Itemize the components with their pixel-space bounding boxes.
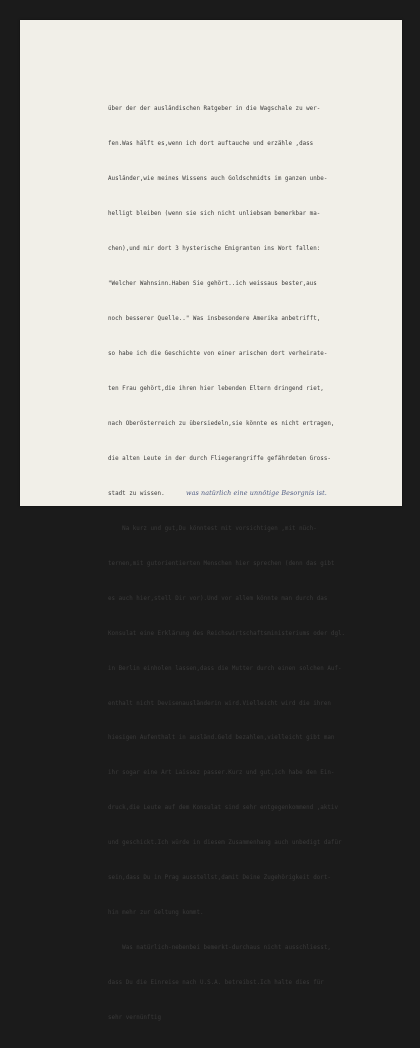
text-line: ternen,mit gutorientierten Menschen hier sprechen (denn das gibt [108,560,335,567]
text-line: in Berlin einholen lassen,dass die Mutter durch einen solchen Auf- [108,665,342,672]
letter-page [20,20,402,1022]
text-line: Was natürlich-nebenbei bemerkt-durchaus nicht ausschliesst, [108,945,331,952]
text-line: Ausländer,wie meines Wissens auch Goldschmidts im ganzen unbe- [108,176,328,183]
text-line: ihr sogar eine Art Laissez passer.Kurz und gut,ich habe den Ein- [108,770,335,777]
text-line: chen),und mir dort 3 hysterische Emigranten ins Wort fallen: [108,246,321,253]
text-line: sein,dass Du in Prag ausstellst,damit Deine Zugehörigkeit dort- [108,875,331,882]
text-line: helligt bleiben (wenn sie sich nicht unliebsam bemerkbar ma- [108,211,321,218]
text-line-with-handwriting [108,489,345,501]
text-line: dass Du die Einreise nach U.S.A. betreibst.Ich halte dies für [108,980,324,987]
text-line: nach Oberösterreich zu übersiedeln,sie könnte es nicht ertragen, [108,420,335,427]
text-line: die alten Leute in der durch Fliegerangriffe gefährdeten Gross- [108,455,331,462]
typewritten-text [108,81,345,1048]
text-line: hin mehr zur Geltung kommt. [108,910,204,917]
text-line: fen.Was hälft es,wenn ich dort auftauche und erzähle ,dass [108,141,314,148]
text-line: stadt zu wissen. [108,490,165,497]
text-line: enthalt nicht Devisenausländerin wird.Vielleicht wird die ihren [108,700,331,707]
handwritten-note: was natürlich eine unnötige Besorgnis ist. [186,488,327,497]
text-line: "Welcher Wahnsinn.Haben Sie gehört..ich weissaus bester,aus [108,281,317,288]
text-line: über der der ausländischen Ratgeber in die Wagschale zu wer- [108,106,321,113]
text-line: noch besserer Quelle.." Was insbesondere Amerika anbetrifft, [108,316,321,323]
text-line: es auch hier,stell Dir vor).Und vor allem könnte man durch das [108,595,328,602]
text-line: hiesigen Aufenthalt in ausländ.Geld bezahlen,vielleicht gibt man [108,735,335,742]
text-line: Na kurz und gut,Du könntest mit vorsichtigen ,mit nüch- [108,525,317,532]
text-line: so habe ich die Geschichte von einer arischen dort verheirate- [108,350,328,357]
text-line: ten Frau gehört,die ihren hier lebenden Eltern dringend riet, [108,385,324,392]
text-line: Konsulat eine Erklärung des Reichswirtschaftsministeriums oder dgl. [108,630,346,637]
text-line: sehr vernünftig [108,1015,162,1022]
text-line: und geschickt.Ich würde in diesem Zusammenhang auch unbedigt dafür [108,840,342,847]
text-line: druck,die Leute auf dem Konsulat sind sehr entgegenkommend ,aktiv [108,805,338,812]
